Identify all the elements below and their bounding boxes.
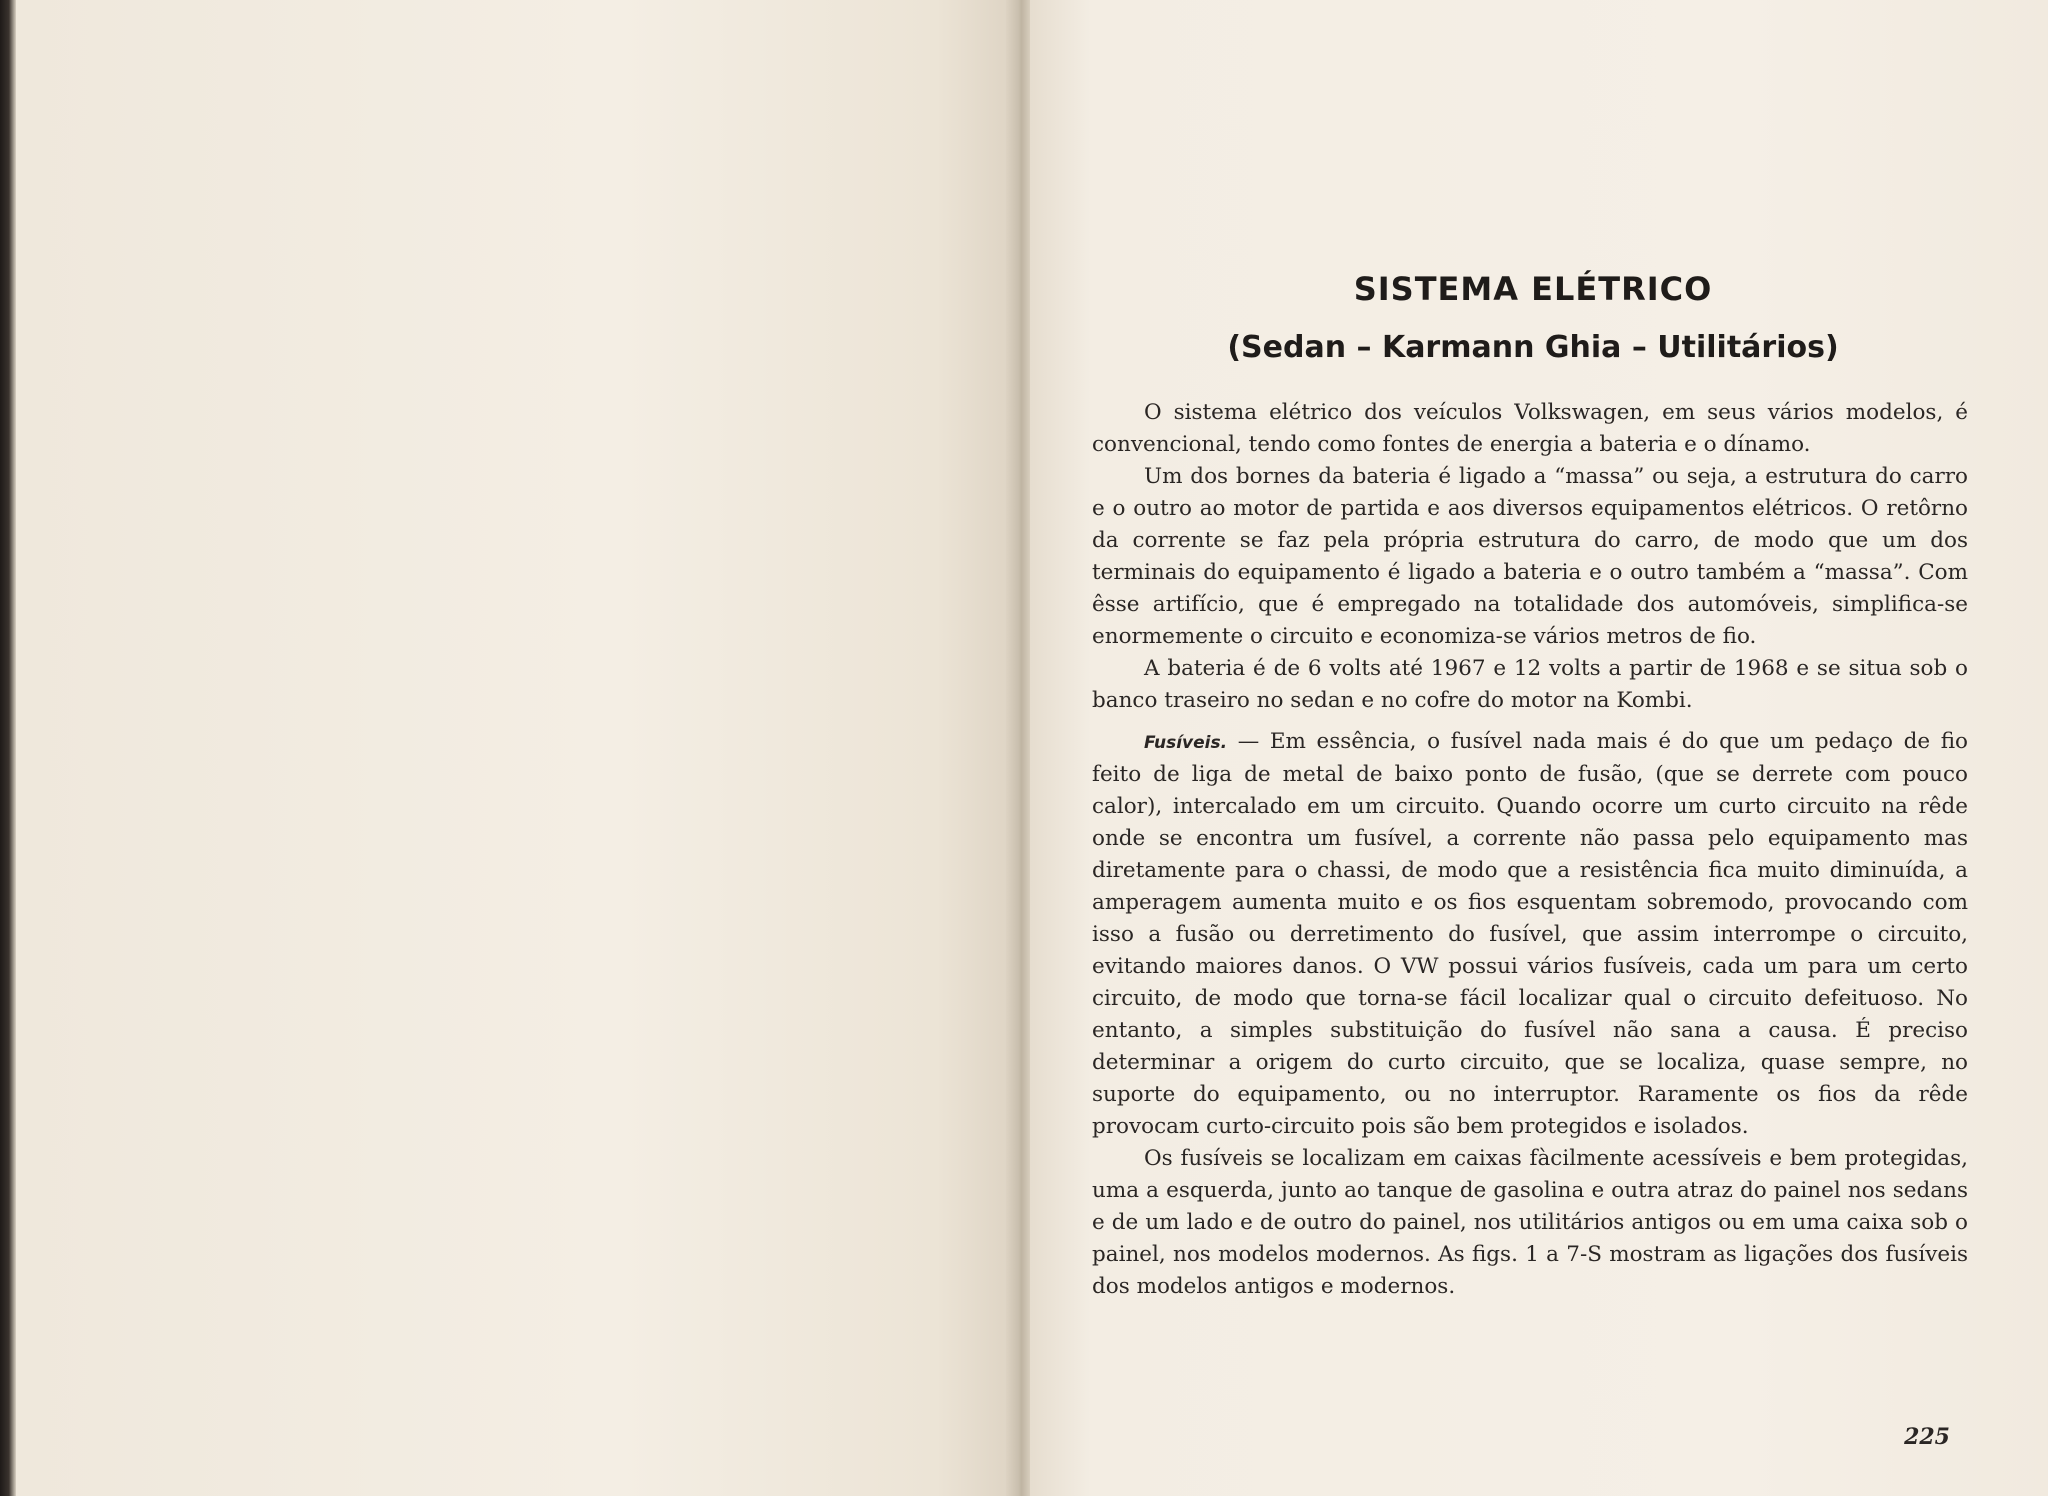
page-subtitle: (Sedan – Karmann Ghia – Utilitários) bbox=[1227, 330, 1839, 365]
book-edge bbox=[0, 0, 16, 1496]
body-text bbox=[1092, 397, 1968, 1303]
paragraph: Os fusíveis se localizam em caixas fàcilmente acessíveis e bem protegidas, uma a esquerda, junto ao tanque de gasolina e outra atraz do painel nos sedans e de um lado e de outro do painel, nos utilitários antigos ou em uma caixa sob o painel, nos modelos modernos. As figs. 1 a 7-S mostram as ligações dos fusíveis dos modelos antigos e modernos. bbox=[1092, 1146, 1968, 1299]
paragraph: Um dos bornes da bateria é ligado a “massa” ou seja, a estrutura do carro e o outro ao motor de partida e aos diversos equipamentos elétricos. O retôrno da corrente se faz pela própria estrutura do carro, de modo que um dos terminais do equipamento é ligado a bateria e o outro também a “massa”. Com êsse artifício, que é empregado na totalidade dos automóveis, simplifica-se enormemente o circuito e economiza-se vários metros de fio. bbox=[1092, 464, 1968, 649]
fusiveis-paragraph bbox=[1092, 726, 1968, 1143]
page-title: SISTEMA ELÉTRICO bbox=[1353, 270, 1713, 308]
paragraph: A bateria é de 6 volts até 1967 e 12 volts a partir de 1968 e se situa sob o banco traseiro no sedan e no cofre do motor na Kombi. bbox=[1092, 656, 1968, 713]
fusiveis-text: — Em essência, o fusível nada mais é do que um pedaço de fio feito de liga de metal de baixo ponto de fusão, (que se derrete com pouco calor), intercalado em um circuito. Quando ocorre um curto circuito na rêde onde se encontra um fusível, a corrente não passa pelo equipamento mas diretamente para o chassi, de modo que a resistência fica muito diminuída, a amperagem aumenta muito e os fios esquentam sobremodo, provocando com isso a fusão ou derretimento do fusível, que assim interrompe o circuito, evitando maiores danos. O VW possui vários fusíveis, cada um para um certo circuito, de modo que torna-se fácil localizar qual o circuito defeituoso. No entanto, a simples substituição do fusível não sana a causa. É preciso determinar a origem do curto circuito, que se localiza, quase sempre, no suporte do equipamento, ou no interruptor. Raramente os fios da rêde provocam curto-circuito pois são bem protegidos e isolados. bbox=[1092, 729, 1968, 1139]
fusiveis-lead: Fusíveis. bbox=[1144, 733, 1228, 753]
left-page-blank bbox=[16, 0, 1016, 1496]
paragraph: O sistema elétrico dos veículos Volkswagen, em seus vários modelos, é convencional, tendo como fontes de energia a bateria e o dínamo. bbox=[1092, 400, 1968, 457]
page-number: 225 bbox=[1904, 1424, 1950, 1450]
